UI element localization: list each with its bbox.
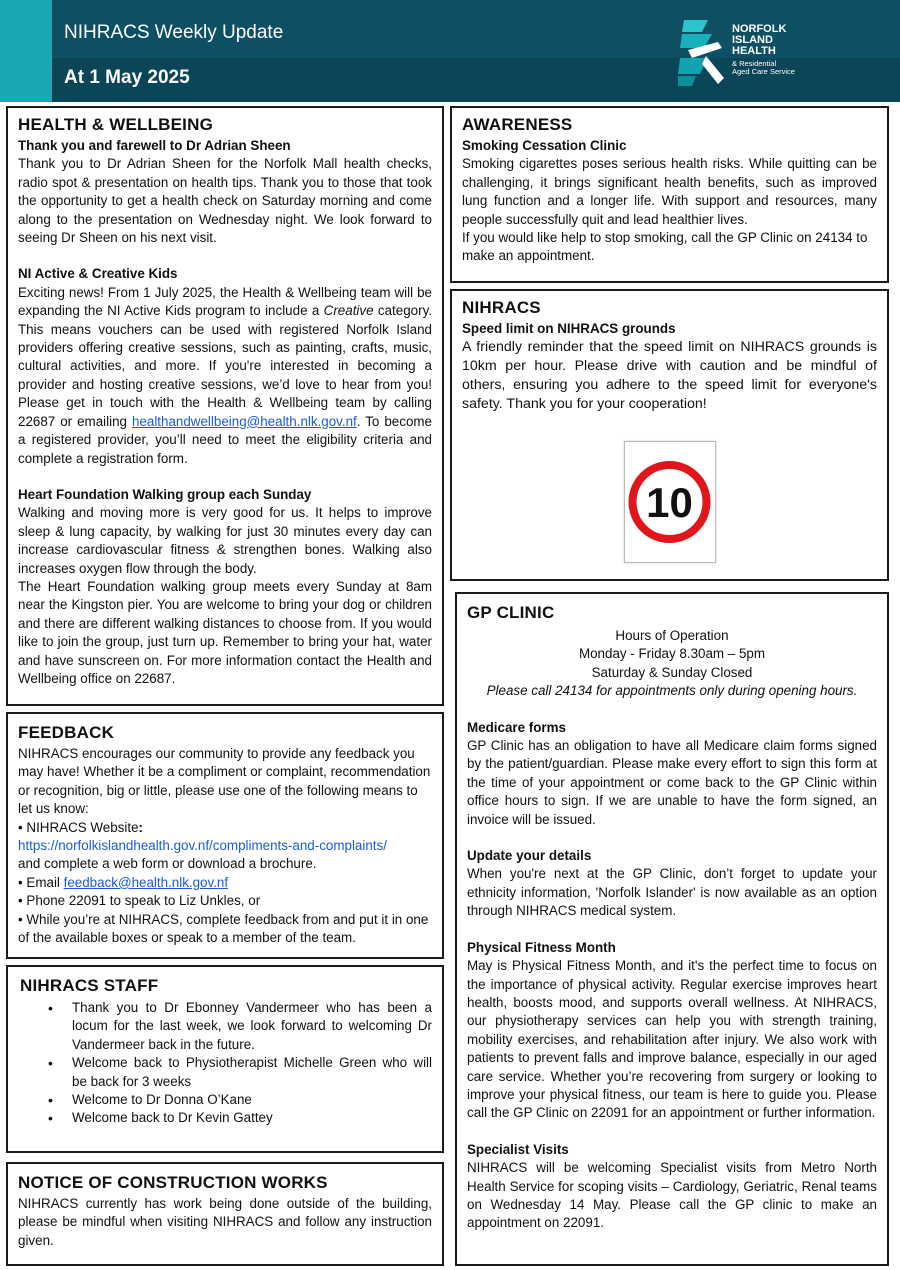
speed-limit-sign-icon — [625, 442, 714, 561]
section-body: Thank you to Dr Adrian Sheen for the Norfolk Mall health checks, radio spot & presentation on health tips. Thank you to those that took the opportunity to get a health check on Saturday morning and come along to the presentation on Wednesday night. We look forward to seeing Dr Sheen on his next visit. — [18, 156, 432, 246]
section-title: Smoking Cessation Clinic — [462, 138, 627, 153]
health-wellbeing-panel — [6, 106, 444, 706]
section-title: Medicare forms — [467, 719, 566, 735]
body-text: • Email — [18, 874, 64, 890]
section-title: Specialist Visits — [467, 1141, 569, 1157]
section-body: NIHRACS will be welcoming Specialist visits from Metro North Health Service for scoping visits – Cardiology, Geriatric, Renal teams on Wednesday 14 May. Please call the GP clinic to make an appointment on 22091. — [467, 1160, 877, 1231]
page-header — [0, 0, 900, 102]
staff-panel — [6, 965, 444, 1153]
section-body — [18, 284, 432, 468]
panel-heading: AWARENESS — [462, 115, 573, 134]
section-body: GP Clinic has an obligation to have all Medicare claim forms signed by the patient/guardian. Please make every effort to sign this form at the time of your appointment or come back to the GP Clinic within office hours to sign. If we are unable to have the form signed, an invoice will be issued. — [467, 738, 877, 827]
logo-text-line-5: Aged Care Service — [732, 67, 795, 76]
section-title: NI Active & Creative Kids — [18, 266, 178, 282]
header-accent-bar — [0, 0, 52, 102]
hours-weekday: Monday - Friday 8.30am – 5pm — [578, 646, 766, 662]
body-text: Exciting news! From 1 July 2025, the Health & Wellbeing team will be expanding the NI Active Kids program to include a — [18, 284, 432, 319]
logo-mark-icon — [678, 18, 730, 88]
panel-heading: NIHRACS STAFF — [20, 976, 159, 995]
list-item: • Welcome back to Dr Kevin Gattey — [18, 1109, 432, 1127]
panel-heading: HEALTH & WELLBEING — [18, 115, 213, 134]
section-title: Update your details — [467, 848, 592, 864]
list-item: • Thank you to Dr Ebonney Vandermeer who has been a locum for the last week, we look forward to welcoming Dr Vandermeer back in the future. — [18, 999, 432, 1054]
section-title: Physical Fitness Month — [467, 939, 616, 955]
speed-limit-value: 10 — [646, 479, 693, 526]
panel-heading: FEEDBACK — [18, 723, 115, 742]
section-body: Walking and moving more is very good for us. It helps to improve sleep & lung capacity, by walking for just 30 minutes every day can increase cardiovascular fitness & strengthen bones. Walking also increases oxygen flow through the body. — [18, 505, 432, 576]
list-item: • Welcome back to Physiotherapist Michelle Green who will be back for 3 weeks — [18, 1054, 432, 1091]
logo-text-line-1: NORFOLK — [732, 23, 787, 35]
section-body: If you would like help to stop smoking, call the GP Clinic on 24134 to make an appointment. — [462, 230, 868, 264]
feedback-website-note: and complete a web form or download a brochure. — [18, 856, 317, 872]
section-title: Thank you and farewell to Dr Adrian Sheen — [18, 138, 291, 153]
awareness-panel — [450, 106, 889, 283]
panel-heading: NOTICE OF CONSTRUCTION WORKS — [18, 1173, 328, 1192]
body-text: . To become a registered provider, you’ll need to meet the eligibility criteria and complete a registration form. — [18, 413, 432, 466]
construction-notice-panel — [6, 1162, 444, 1266]
feedback-email-item — [18, 874, 432, 892]
feedback-website-item — [18, 819, 432, 837]
body-text: • NIHRACS Website — [18, 819, 139, 835]
gp-clinic-panel — [455, 592, 889, 1266]
staff-list — [18, 999, 432, 1128]
construction-body: NIHRACS currently has work being done outside of the building, please be mindful when visiting NIHRACS and follow any instruction given. — [18, 1196, 432, 1248]
hours-title: Hours of Operation — [615, 628, 729, 643]
body-text: : — [138, 819, 143, 835]
section-body: When you're next at the GP Clinic, don’t forget to update your ethnicity information, 'Norfolk Islander' is now available as an option through NIHRACS medical system. — [467, 866, 877, 919]
newsletter-date: At 1 May 2025 — [64, 67, 190, 88]
section-body: A friendly reminder that the speed limit on NIHRACS grounds is 10km per hour. Please drive with caution and be mindful of others, ensuring you adhere to the speed limit for everyone's safety. Thank you for your cooperation! — [462, 339, 877, 413]
panel-heading: NIHRACS — [462, 298, 541, 317]
feedback-phone-item: • Phone 22091 to speak to Liz Unkles, or — [18, 893, 261, 909]
logo-text-line-4: & Residential — [732, 59, 777, 68]
body-text: category. This means vouchers can be used with registered Norfolk Island providers offering creative sessions, such as painting, crafts, music, cultural activities, and more. If you're interested in becoming a provider and hosting creative sessions, we’d love to hear from you! Please get in touch with the Health & Wellbeing team by calling 22687 or emailing — [18, 303, 432, 429]
section-body: Smoking cigarettes poses serious health risks. While quitting can be challenging, it brings significant health benefits, such as improved lung function and a longer life. With support and resources, many people successfully quit and lead healthier lives. — [462, 156, 877, 227]
hours-weekend: Saturday & Sunday Closed — [591, 664, 753, 680]
panel-heading: GP CLINIC — [467, 603, 555, 622]
section-title: Speed limit on NIHRACS grounds — [462, 321, 676, 336]
feedback-panel — [6, 712, 444, 959]
speed-limit-sign — [624, 441, 716, 563]
health-email-link[interactable]: healthandwellbeing@health.nlk.gov.nf — [131, 413, 357, 429]
section-body: The Heart Foundation walking group meets every Sunday at 8am near the Kingston pier. You are welcome to bring your dog or children and there are different walking distances to choose from. If you would like to join the group, just turn up. Remember to bring your hat, water and have sunscreen on. For more information contact the Health and Wellbeing office on 22687. — [18, 578, 432, 686]
body-text-italic: Creative — [323, 303, 374, 319]
feedback-intro: NIHRACS encourages our community to provide any feedback you may have! Whether it be a compliment or complaint, recommendation or recognition, big or little, please use one of the following means to let us know: — [18, 746, 431, 817]
organisation-logo — [678, 18, 818, 88]
hours-note: Please call 24134 for appointments only during opening hours. — [486, 683, 858, 699]
logo-text-line-3: HEALTH — [732, 45, 776, 57]
section-title: Heart Foundation Walking group each Sunday — [18, 486, 312, 502]
list-item: • Welcome to Dr Donna O’Kane — [18, 1091, 432, 1109]
feedback-inperson-item: • While you’re at NIHRACS, complete feedback from and put it in one of the available boxes or speak to a member of the team. — [18, 911, 429, 946]
speed-limit-panel — [450, 289, 889, 581]
logo-text-line-2: ISLAND — [732, 34, 773, 46]
feedback-email-link[interactable]: feedback@health.nlk.gov.nf — [63, 874, 229, 890]
section-body: May is Physical Fitness Month, and it's the perfect time to focus on the importance of physical activity. Regular exercise improves heart health, boosts mood, and supports overall wellness. At NIHRACS, our physiotherapy services can help you with strength training, mobility exercises, and rehabilitation after injury. We also work with patients to prevent falls and improve balance, especially in our aged care service. Whether you’re recovering from surgery or looking to improve your physical fitness, our team is here to guide you. Please call the GP Clinic on 22091 for an appointment or further information. — [467, 958, 877, 1121]
newsletter-title: NIHRACS Weekly Update — [64, 22, 284, 43]
feedback-website-link[interactable]: https://norfolkislandhealth.gov.nf/compliments-and-complaints/ — [18, 838, 387, 854]
